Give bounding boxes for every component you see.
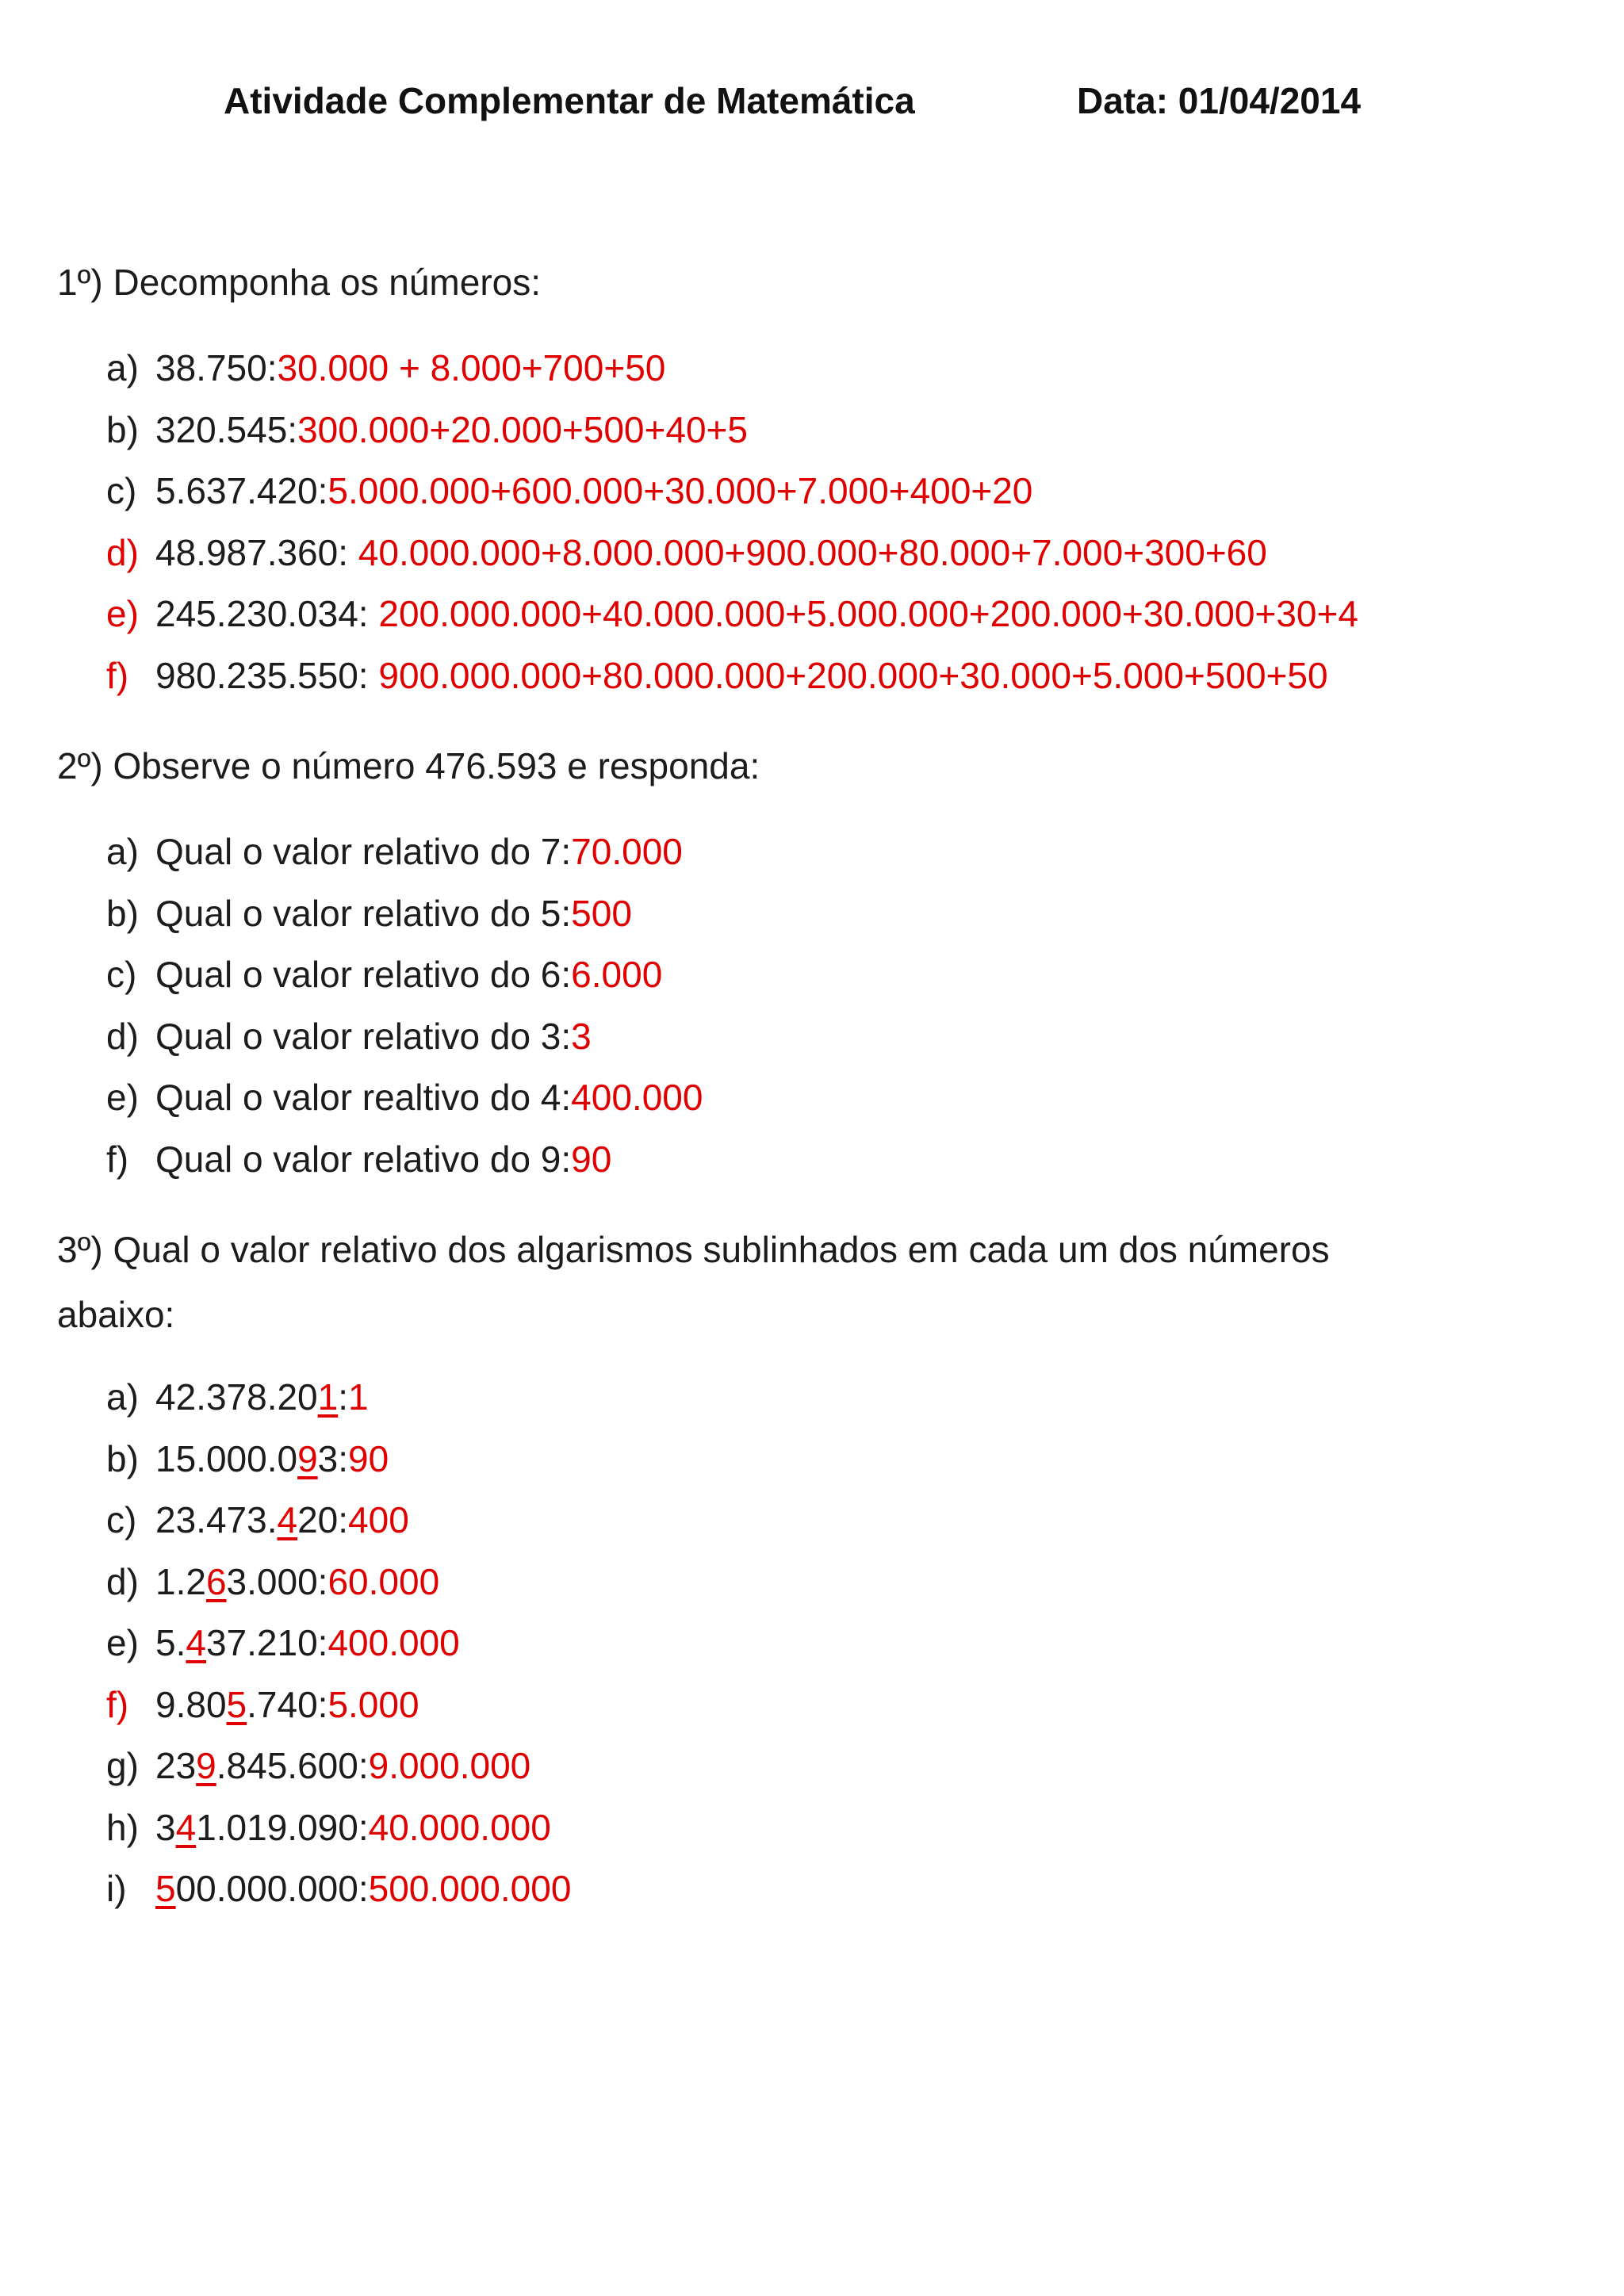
number-suffix: :	[338, 1376, 349, 1418]
item-label: g)	[106, 1745, 139, 1786]
item-answer: 6.000	[571, 954, 663, 995]
worksheet-date: Data: 01/04/2014	[1077, 80, 1362, 121]
q3-item	[106, 1367, 571, 1429]
item-number: 48.987.360:	[155, 531, 358, 573]
number-suffix: 1.019.090:	[196, 1806, 369, 1848]
item-label: d)	[106, 1015, 139, 1057]
q3-item	[106, 1797, 571, 1859]
item-number: 5.637.420:	[155, 470, 328, 511]
q1-item	[106, 461, 1358, 522]
item-question: Qual o valor relativo do 7:	[155, 831, 572, 872]
underlined-digit: 9	[297, 1437, 318, 1479]
item-question: Qual o valor relativo do 9:	[155, 1138, 572, 1180]
underlined-digit: 5	[155, 1868, 176, 1909]
item-label: h)	[106, 1806, 139, 1848]
item-label: f)	[106, 1138, 129, 1180]
item-answer: 90	[348, 1437, 389, 1479]
number-suffix: 00.000.000:	[175, 1868, 369, 1909]
item-answer: 5.000.000+600.000+30.000+7.000+400+20	[327, 470, 1033, 511]
q2-prompt: 2º) Observe o número 476.593 e responda:	[57, 745, 760, 786]
number-suffix: .740:	[247, 1683, 328, 1725]
q3-list	[106, 1367, 571, 1920]
item-label: a)	[106, 1376, 139, 1418]
item-label: c)	[106, 954, 137, 995]
item-number: 980.235.550:	[155, 654, 379, 696]
q3-item	[106, 1613, 571, 1674]
number-prefix: 42.378.20	[155, 1376, 318, 1418]
item-label: b)	[106, 892, 139, 934]
item-question: Qual o valor relativo do 6:	[155, 954, 572, 995]
item-label: i)	[106, 1868, 127, 1909]
header	[0, 79, 1624, 127]
item-label: e)	[106, 593, 139, 634]
item-answer: 1	[348, 1376, 369, 1418]
underlined-digit: 4	[175, 1806, 197, 1848]
item-answer: 9.000.000	[368, 1745, 531, 1786]
item-answer: 60.000	[327, 1560, 440, 1602]
item-answer: 40.000.000+8.000.000+900.000+80.000+7.000+300+60	[358, 531, 1267, 573]
q3-item	[106, 1552, 571, 1613]
worksheet-title: Atividade Complementar de Matemática	[224, 80, 915, 121]
item-answer: 400.000	[327, 1622, 460, 1663]
q3-item	[106, 1858, 571, 1920]
q3-prompt: 3º) Qual o valor relativo dos algarismos sublinhados em cada um dos números abaixo:	[57, 1229, 1330, 1335]
q3-item	[106, 1490, 571, 1552]
q1-item	[106, 400, 1358, 461]
item-label: e)	[106, 1077, 139, 1118]
item-label: b)	[106, 1437, 139, 1479]
q2-item	[106, 883, 703, 945]
item-answer: 500	[571, 892, 632, 934]
number-prefix: 1.2	[155, 1560, 206, 1602]
item-label: b)	[106, 408, 139, 450]
item-question: Qual o valor relativo do 3:	[155, 1015, 572, 1057]
item-answer: 500.000.000	[368, 1868, 572, 1909]
number-prefix: 5.	[155, 1622, 186, 1663]
item-question: Qual o valor realtivo do 4:	[155, 1077, 572, 1118]
q1-item	[106, 645, 1358, 707]
number-prefix: 9.80	[155, 1683, 227, 1725]
item-label: d)	[106, 1560, 139, 1602]
q1-list	[106, 338, 1358, 706]
q2-item	[106, 1129, 703, 1191]
number-prefix: 15.000.0	[155, 1437, 298, 1479]
number-suffix: 20:	[297, 1499, 349, 1540]
q2-list	[106, 821, 703, 1190]
item-answer: 5.000	[327, 1683, 419, 1725]
item-label: a)	[106, 831, 139, 872]
underlined-digit: 4	[277, 1499, 298, 1540]
item-question: Qual o valor relativo do 5:	[155, 892, 572, 934]
item-answer: 900.000.000+80.000.000+200.000+30.000+5.000+500+50	[378, 654, 1328, 696]
item-label: f)	[106, 654, 129, 696]
item-answer: 40.000.000	[368, 1806, 551, 1848]
q1-item	[106, 338, 1358, 400]
number-prefix: 23.473.	[155, 1499, 278, 1540]
number-suffix: .845.600:	[216, 1745, 369, 1786]
item-answer: 400.000	[571, 1077, 703, 1118]
number-prefix: 3	[155, 1806, 176, 1848]
item-number: 38.750:	[155, 347, 278, 388]
item-label: d)	[106, 531, 139, 573]
item-number: 320.545:	[155, 408, 298, 450]
item-answer: 3	[571, 1015, 592, 1057]
item-answer: 300.000+20.000+500+40+5	[297, 408, 748, 450]
q3-item	[106, 1674, 571, 1736]
number-suffix: 3.000:	[226, 1560, 328, 1602]
q2-item	[106, 944, 703, 1006]
underlined-digit: 6	[205, 1560, 227, 1602]
item-answer: 90	[571, 1138, 612, 1180]
q2-item	[106, 821, 703, 883]
item-label: a)	[106, 347, 139, 388]
item-label: c)	[106, 1499, 137, 1540]
item-number: 245.230.034:	[155, 593, 379, 634]
underlined-digit: 5	[226, 1683, 247, 1725]
q2-item	[106, 1067, 703, 1129]
item-answer: 200.000.000+40.000.000+5.000.000+200.000+30.000+30+4	[378, 593, 1358, 634]
item-answer: 70.000	[571, 831, 683, 872]
item-label: c)	[106, 470, 137, 511]
q3-item	[106, 1735, 571, 1797]
underlined-digit: 1	[317, 1376, 339, 1418]
number-prefix: 23	[155, 1745, 197, 1786]
q1-item	[106, 584, 1358, 645]
q1-prompt: 1º) Decomponha os números:	[57, 262, 541, 303]
item-answer: 30.000 + 8.000+700+50	[277, 347, 666, 388]
number-suffix: 37.210:	[205, 1622, 328, 1663]
item-label: f)	[106, 1683, 129, 1725]
item-answer: 400	[348, 1499, 409, 1540]
underlined-digit: 9	[196, 1745, 216, 1786]
q2-item	[106, 1006, 703, 1068]
q1-item	[106, 522, 1358, 584]
q3-item	[106, 1429, 571, 1490]
number-suffix: 3:	[317, 1437, 349, 1479]
item-label: e)	[106, 1622, 139, 1663]
underlined-digit: 4	[186, 1622, 206, 1663]
